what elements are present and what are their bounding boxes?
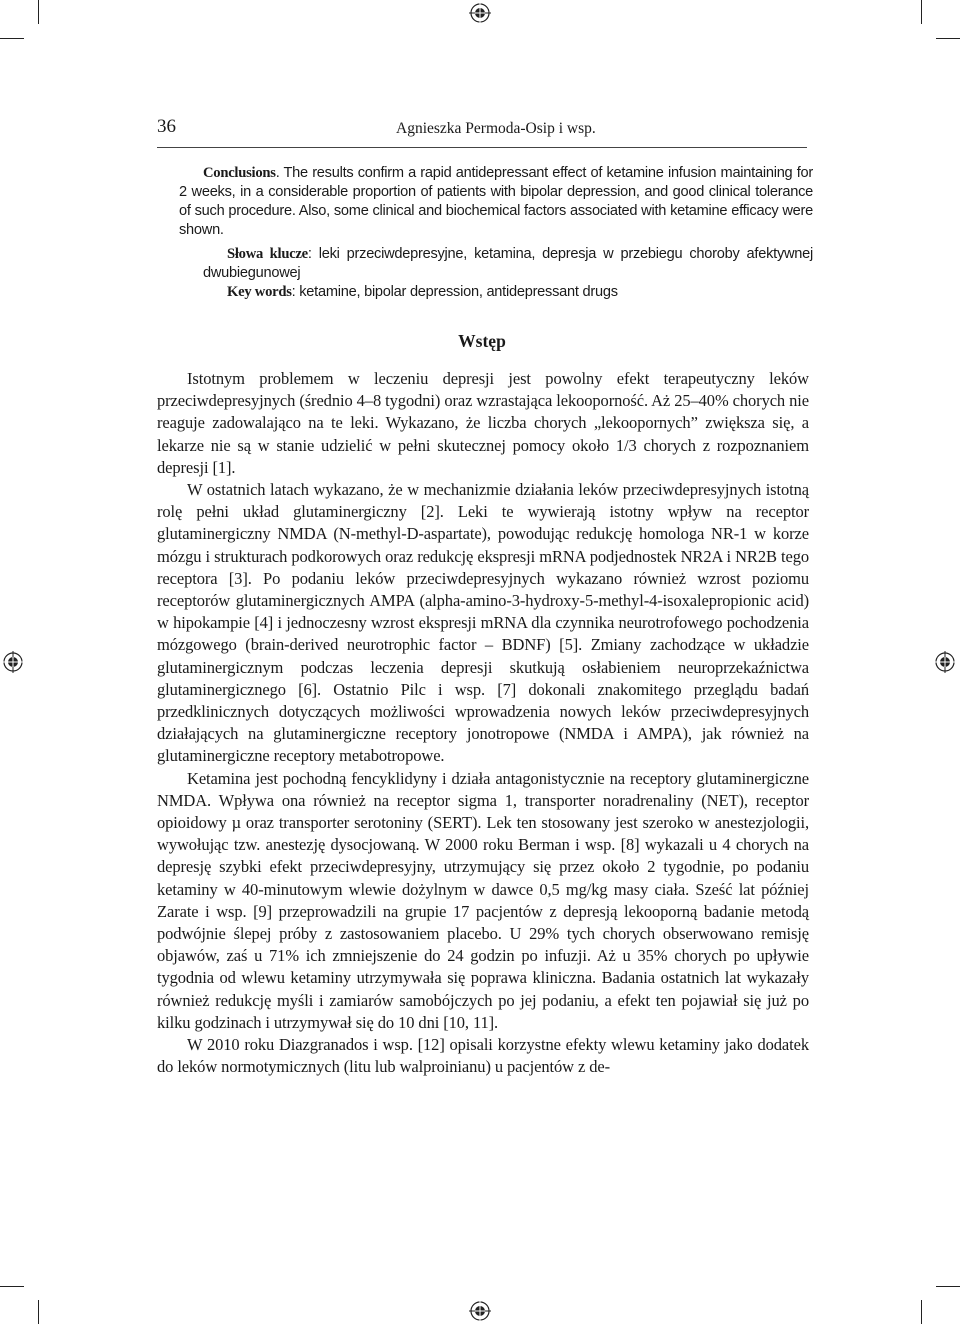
body-paragraph-4: W 2010 roku Diazgranados i wsp. [12] opisali korzystne efekty wlewu ketaminy jako dodatek do leków normotymicznych (litu lub walproinianu) u pacjentów z de- bbox=[157, 1035, 809, 1077]
abstract bbox=[179, 164, 813, 302]
page-header bbox=[157, 116, 807, 140]
crop-mark-bottom-right-vertical bbox=[921, 1300, 922, 1324]
keywords-english-text: : ketamine, bipolar depression, antidepressant drugs bbox=[291, 284, 618, 300]
crop-mark-bottom-left-vertical bbox=[38, 1300, 39, 1324]
section-title: Wstęp bbox=[458, 331, 506, 351]
registration-mark-bottom bbox=[469, 1300, 491, 1322]
registration-mark-left bbox=[2, 651, 24, 673]
conclusions-text: . The results confirm a rapid antidepressant effect of ketamine infusion maintaining for 2 weeks, in a considerable proportion of patients with bipolar depression, and good clinical tolerance of such procedure. Also, some clinical and biochemical factors associated with ketamine efficacy were shown. bbox=[179, 165, 813, 238]
running-head: Agnieszka Permoda-Osip i wsp. bbox=[396, 120, 596, 137]
crop-mark-bottom-left bbox=[0, 1286, 24, 1287]
body-text bbox=[157, 368, 809, 1079]
keywords-block bbox=[179, 245, 813, 302]
crop-mark-top-right bbox=[936, 38, 960, 39]
crop-mark-top-left bbox=[0, 38, 24, 39]
keywords-english bbox=[203, 283, 813, 302]
crop-mark-top-left-vertical bbox=[38, 0, 39, 24]
body-paragraph-1: Istotnym problemem w leczeniu depresji jest powolny efekt terapeutyczny leków przeciwdepresyjnych (średnio 4–8 tygodni) oraz wzrastająca lekooporność. Aż 25–40% chorych nie reaguje zadowalająco na te leki. Wykazano, że liczba chorych „lekoopornych” zwiększa się, a lekarze nie są w stanie udzielić w pełni skutecznej pomocy około 1/3 chorych z rozpoznaniem depresji [1]. bbox=[157, 369, 809, 477]
keywords-english-label: Key words bbox=[227, 284, 292, 300]
keywords-polish-text: : leki przeciwdepresyjne, ketamina, depresja w przebiegu choroby afektywnej dwubiegunowej bbox=[203, 246, 814, 281]
registration-mark-right bbox=[934, 651, 956, 673]
body-paragraph-2: W ostatnich latach wykazano, że w mechanizmie działania leków przeciwdepresyjnych istotną rolę pełni układ glutaminergiczny [2]. Leki te wywierają istotny wpływ na receptor glutaminergiczny NMDA (N-methyl-D-aspartate), powodując redukcję homologa NR-1 w korze mózgu i strukturach podkorowych oraz redukcję ekspresji mRNA podjednostek NR2A i NR2B tego receptora [3]. Po podaniu leków przeciwdepresyjnych wykazano również wzrost poziomu receptorów glutaminergicznych AMPA (alpha-amino-3-hydroxy-5-methyl-4-isoxalepropionic acid) w hipokampie [4] i jednoczesny wzrost ekspresji mRNA dla czynnika neurotrofowego pochodzenia mózgowego (brain-derived neurotrophic factor – BDNF) [5]. Zmiany zachodzące w układzie glutaminergicznym podczas leczenia depresji skutkują osłabieniem neuroprzekaźnictwa glutaminergicznego [6]. Ostatnio Pilc i wsp. [7] dokonali znakomitego przeglądu badań przedklinicznych dotyczących możliwości wprowadzenia nowych leków przeciwdepresyjnych działających na glutaminergiczne receptory jonotropowe (NMDA i AMPA), jak również na glutaminergiczne receptory metabotropowe. bbox=[157, 480, 809, 766]
keywords-polish-label: Słowa klucze bbox=[227, 246, 308, 262]
page-number: 36 bbox=[157, 116, 176, 137]
registration-mark-top bbox=[469, 2, 491, 24]
conclusions-paragraph bbox=[179, 164, 813, 240]
crop-mark-top-right-vertical bbox=[921, 0, 922, 24]
crop-mark-bottom-right bbox=[936, 1286, 960, 1287]
conclusions-label: Conclusions bbox=[203, 165, 276, 181]
body-paragraph-3: Ketamina jest pochodną fencyklidyny i działa antagonistycznie na receptory glutaminergiczne NMDA. Wpływa ona również na receptor sigma 1, transporter noradrenaliny (NET), receptor opioidowy µ oraz transporter serotoniny (SERT). Lek ten stosowany jest szeroko w anestezjologii, wywołując tzw. anestezję dysocjowaną. W 2000 roku Berman i wsp. [8] wykazali u 4 chorych na depresję szybki efekt przeciwdepresyjny, utrzymujący się przez około 2 tygodnie, po podaniu ketaminy w 40-minutowym wlewie dożylnym w dawce 0,5 mg/kg masy ciała. Sześć lat później Zarate i wsp. [9] przeprowadzili na grupie 17 pacjentów z depresją lekooporną badanie metodą podwójnie ślepej próby z zastosowaniem placebo. U 29% tych chorych obserwowano remisję objawów, zaś u 71% ich zmniejszenie do 24 godzin po infuzji. Aż u 35% chorych po upływie tygodnia od wlewu ketaminy utrzymywała się poprawa kliniczna. Badania ostatnich lat wykazały również redukcję myśli i zamiarów samobójczych po jej podaniu, a efekt ten pojawiał się już po kilku godzinach i utrzymywał się do 10 dni [10, 11]. bbox=[157, 768, 809, 1032]
keywords-polish bbox=[203, 245, 813, 283]
header-rule bbox=[157, 147, 807, 148]
